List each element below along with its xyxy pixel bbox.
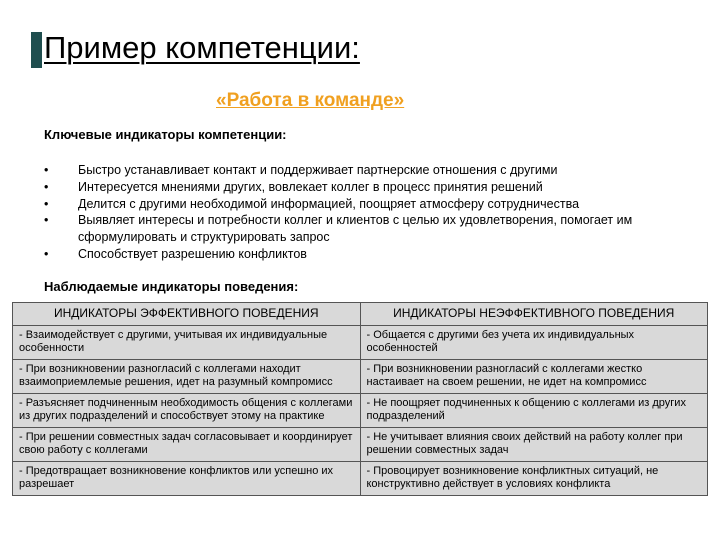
table-row xyxy=(13,325,708,359)
list-item: • Выявляет интересы и потребности коллег и клиентов с целью их удовлетворения, помогает им сформулировать и структурировать запрос xyxy=(44,212,664,246)
behavior-table xyxy=(12,302,708,496)
cell-effective: - При решении совместных задач согласовывает и координирует свою работу с коллегами xyxy=(13,427,361,461)
key-indicators-heading: Ключевые индикаторы компетенции: xyxy=(44,127,287,142)
table-row xyxy=(13,393,708,427)
table-row xyxy=(13,359,708,393)
cell-effective: - Предотвращает возникновение конфликтов или успешно их разрешает xyxy=(13,461,361,495)
key-indicators-list xyxy=(44,162,664,263)
header-ineffective: ИНДИКАТОРЫ НЕЭФФЕКТИВНОГО ПОВЕДЕНИЯ xyxy=(360,303,708,326)
cell-ineffective: - Провоцирует возникновение конфликтных ситуаций, не конструктивно действует в условиях конфликта xyxy=(360,461,708,495)
competency-name: «Работа в команде» xyxy=(216,90,405,111)
list-item: • Способствует разрешению конфликтов xyxy=(44,246,664,263)
cell-ineffective: - Не поощряет подчиненных к общению с коллегами из других подразделений xyxy=(360,393,708,427)
cell-effective: - При возникновении разногласий с коллегами находит взаимоприемлемые решения, идет на разумный компромисс xyxy=(13,359,361,393)
cell-effective: - Разъясняет подчиненным необходимость общения с коллегами из других подразделений и способствует этому на практике xyxy=(13,393,361,427)
cell-ineffective: - Общается с другими без учета их индивидуальных особенностей xyxy=(360,325,708,359)
list-item: • Делится с другими необходимой информацией, поощряет атмосферу сотрудничества xyxy=(44,196,664,213)
cell-effective: - Взаимодействует с другими, учитывая их индивидуальные особенности xyxy=(13,325,361,359)
cell-ineffective: - При возникновении разногласий с коллегами жестко настаивает на своем решении, не идет на компромисс xyxy=(360,359,708,393)
list-item: • Быстро устанавливает контакт и поддерживает партнерские отношения с другими xyxy=(44,162,664,179)
table-header-row xyxy=(13,303,708,326)
table-row xyxy=(13,427,708,461)
page-title: Пример компетенции: xyxy=(44,30,360,65)
cell-ineffective: - Не учитывает влияния своих действий на работу коллег при решении совместных задач xyxy=(360,427,708,461)
list-item: • Интересуется мнениями других, вовлекает коллег в процесс принятия решений xyxy=(44,179,664,196)
title-accent-bar xyxy=(31,32,42,68)
header-effective: ИНДИКАТОРЫ ЭФФЕКТИВНОГО ПОВЕДЕНИЯ xyxy=(13,303,361,326)
observed-indicators-heading: Наблюдаемые индикаторы поведения: xyxy=(44,279,299,294)
table-row xyxy=(13,461,708,495)
